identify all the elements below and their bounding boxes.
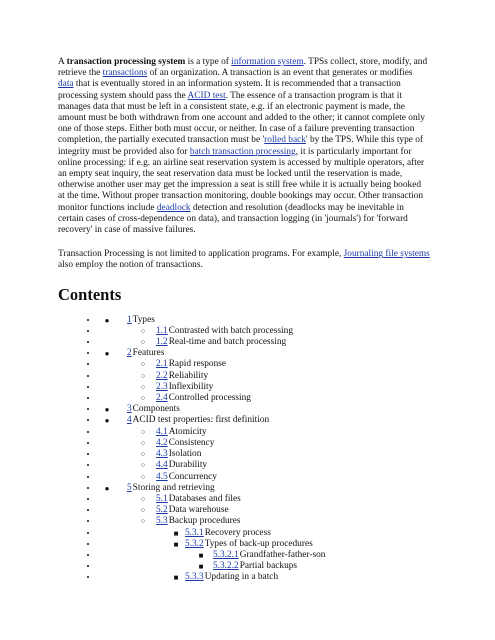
toc-item xyxy=(98,315,430,326)
toc-item xyxy=(98,371,430,382)
intro-paragraph-2 xyxy=(58,249,430,271)
toc-number-link[interactable]: 5.3.3 xyxy=(185,572,204,583)
toc-label: Storing and retrieving xyxy=(132,482,215,493)
toc-number-link[interactable]: 1.2 xyxy=(156,337,168,348)
toc-number-link[interactable]: 3 xyxy=(127,404,132,415)
toc-label: Rapid response xyxy=(168,359,227,370)
toc-label: Concurrency xyxy=(168,471,217,482)
toc-label: Features xyxy=(132,348,165,359)
toc-number-link[interactable]: 5.3.1 xyxy=(185,527,204,538)
bullet-icon: • ● xyxy=(104,416,110,426)
toc-number-link[interactable]: 2 xyxy=(127,348,132,359)
bullet-icon: • ○ xyxy=(140,517,146,526)
toc-label: Atomicity xyxy=(168,426,207,437)
toc-label: Durability xyxy=(168,460,208,471)
bullet-icon: • ● xyxy=(104,405,110,415)
toc-item xyxy=(98,393,430,404)
bullet-icon: • ○ xyxy=(140,382,146,391)
toc-item xyxy=(98,348,430,359)
toc-item xyxy=(98,359,430,370)
text-run: . The essence of a transaction program is that it manages data that must be left in a consistent state, e.g. if an electronic payment is made, the amount must be both withdrawn from one account and added to the other; it cannot complete only one of those steps. Either both must occur, or neither. In case of a failure preventing transaction completion, the partially executed transaction must be ' xyxy=(58,90,425,146)
toc-number-link[interactable]: 2.4 xyxy=(156,393,168,404)
toc-item xyxy=(98,326,430,337)
toc-label: ACID test properties: first definition xyxy=(132,415,270,426)
bullet-icon: • ○ xyxy=(140,360,146,369)
toc-label: Inflexibility xyxy=(168,381,214,392)
toc-number-link[interactable]: 2.2 xyxy=(156,370,168,381)
toc-item xyxy=(98,528,430,539)
bullet-icon: • ● xyxy=(104,483,110,493)
toc-number-link[interactable]: 5 xyxy=(127,482,132,493)
toc-number-link[interactable]: 4.1 xyxy=(156,426,168,437)
toc-label: Grandfather-father-son xyxy=(239,549,326,560)
toc-number-link[interactable]: 5.3.2.1 xyxy=(213,549,239,560)
document-page xyxy=(58,57,430,593)
toc-label: Partial backups xyxy=(239,561,298,572)
toc-label: Controlled processing xyxy=(168,393,251,404)
bullet-icon: • ○ xyxy=(140,450,146,459)
link-deadlock[interactable]: deadlock xyxy=(156,202,191,213)
text-run: is a type of xyxy=(185,57,232,67)
bullet-icon: • ○ xyxy=(140,338,146,347)
toc-label: Types xyxy=(132,314,155,325)
toc-item xyxy=(98,382,430,393)
toc-item xyxy=(98,494,430,505)
toc-label: Real-time and batch processing xyxy=(168,337,287,348)
text-run: that is eventually stored in an information system. It is recommended that a transaction processing system should pass the xyxy=(58,79,401,101)
toc-number-link[interactable]: 4 xyxy=(127,415,132,426)
bullet-icon: • ○ xyxy=(140,461,146,470)
table-of-contents xyxy=(58,315,430,584)
toc-number-link[interactable]: 4.4 xyxy=(156,460,168,471)
text-run: A xyxy=(58,57,67,67)
bullet-icon: • ○ xyxy=(140,472,146,481)
toc-label: Reliability xyxy=(168,370,209,381)
toc-label: Backup procedures xyxy=(168,516,241,527)
toc-number-link[interactable]: 2.1 xyxy=(156,359,168,370)
bold-term: transaction processing system xyxy=(66,57,186,67)
toc-number-link[interactable]: 5.1 xyxy=(156,493,168,504)
toc-item xyxy=(98,415,430,426)
toc-item xyxy=(98,337,430,348)
toc-item xyxy=(98,460,430,471)
toc-number-link[interactable]: 4.2 xyxy=(156,437,168,448)
text-run: , it is particularly important for online processing: if e.g. an airline seat reservation system is accessed by multiple operators, after an empty seat inquiry, the seat reservation data must be locked until the reservation is made, otherwise another user may get the impression a seat is still free while it is actually being booked at the time. Without proper transaction monitoring, double bookings may occur. Other transaction monitor functions include xyxy=(58,146,425,213)
toc-item xyxy=(98,505,430,516)
bullet-icon: • ■ xyxy=(198,562,204,572)
bullet-icon: • ○ xyxy=(140,371,146,380)
text-run: . TPSs collect, store, modify, and retrieve the xyxy=(58,57,428,79)
toc-label: Recovery process xyxy=(204,527,271,538)
toc-number-link[interactable]: 5.3.2.2 xyxy=(213,561,239,572)
bullet-icon: • ○ xyxy=(140,326,146,335)
intro-paragraph-1 xyxy=(58,57,430,236)
toc-item xyxy=(98,427,430,438)
toc-label: Updating in a batch xyxy=(204,572,279,583)
bullet-icon: • ○ xyxy=(140,438,146,447)
toc-item xyxy=(98,516,430,527)
bullet-icon: • ■ xyxy=(173,573,179,583)
bullet-icon: • ■ xyxy=(198,550,204,560)
bullet-icon: • ○ xyxy=(140,494,146,503)
toc-number-link[interactable]: 5.3 xyxy=(156,516,168,527)
toc-number-link[interactable]: 5.3.2 xyxy=(185,538,204,549)
bullet-icon: • ○ xyxy=(140,427,146,436)
toc-label: Databases and files xyxy=(168,493,241,504)
toc-number-link[interactable]: 1 xyxy=(127,314,132,325)
toc-label: Isolation xyxy=(168,449,202,460)
toc-item xyxy=(98,550,430,561)
toc-item xyxy=(98,404,430,415)
toc-item xyxy=(98,539,430,550)
toc-number-link[interactable]: 1.1 xyxy=(156,325,168,336)
text-run: ' by the TPS. While this type of integrity must be provided also for xyxy=(58,135,424,157)
link-data[interactable]: data xyxy=(58,79,74,90)
bullet-icon: • ● xyxy=(104,315,110,325)
toc-item xyxy=(98,449,430,460)
toc-label: Components xyxy=(132,404,180,415)
toc-number-link[interactable]: 2.3 xyxy=(156,381,168,392)
text-run: also employ the notion of transactions. xyxy=(58,260,203,271)
toc-item xyxy=(98,572,430,583)
toc-item xyxy=(98,561,430,572)
link-information-system[interactable]: information system xyxy=(231,57,304,67)
toc-number-link[interactable]: 5.2 xyxy=(156,505,168,516)
contents-heading: Contents xyxy=(58,284,122,304)
bullet-icon: • ● xyxy=(104,349,110,359)
text-run: of an organization. A transaction is an event that generates or modifies xyxy=(147,68,413,79)
toc-label: Consistency xyxy=(168,437,215,448)
toc-item xyxy=(98,472,430,483)
toc-number-link[interactable]: 4.5 xyxy=(156,471,168,482)
link-rolled-back[interactable]: rolled back xyxy=(264,135,306,146)
link-batch-transaction-processing[interactable]: batch transaction processing xyxy=(189,146,296,157)
link-acid-test[interactable]: ACID test xyxy=(187,90,226,101)
bullet-icon: • ○ xyxy=(140,394,146,403)
bullet-icon: • ○ xyxy=(140,506,146,515)
toc-label: Contrasted with batch processing xyxy=(168,325,293,336)
toc-label: Types of back-up procedures xyxy=(204,538,313,549)
text-run: Transaction Processing is not limited to application programs. For example, xyxy=(58,249,344,260)
text-run: detection and resolution (deadlocks may be inevitable in certain cases of cross-dependence on data), and transaction logging (in 'journals') for 'forward recovery' in case of massive failures. xyxy=(58,202,408,236)
link-journaling-file-systems[interactable]: Journaling file systems xyxy=(343,249,430,260)
toc-item xyxy=(98,483,430,494)
toc-label: Data warehouse xyxy=(168,505,229,516)
bullet-icon: • ■ xyxy=(173,539,179,549)
bullet-icon: • ■ xyxy=(173,528,179,538)
toc-item xyxy=(98,438,430,449)
link-transactions[interactable]: transactions xyxy=(102,68,148,79)
toc-number-link[interactable]: 4.3 xyxy=(156,449,168,460)
